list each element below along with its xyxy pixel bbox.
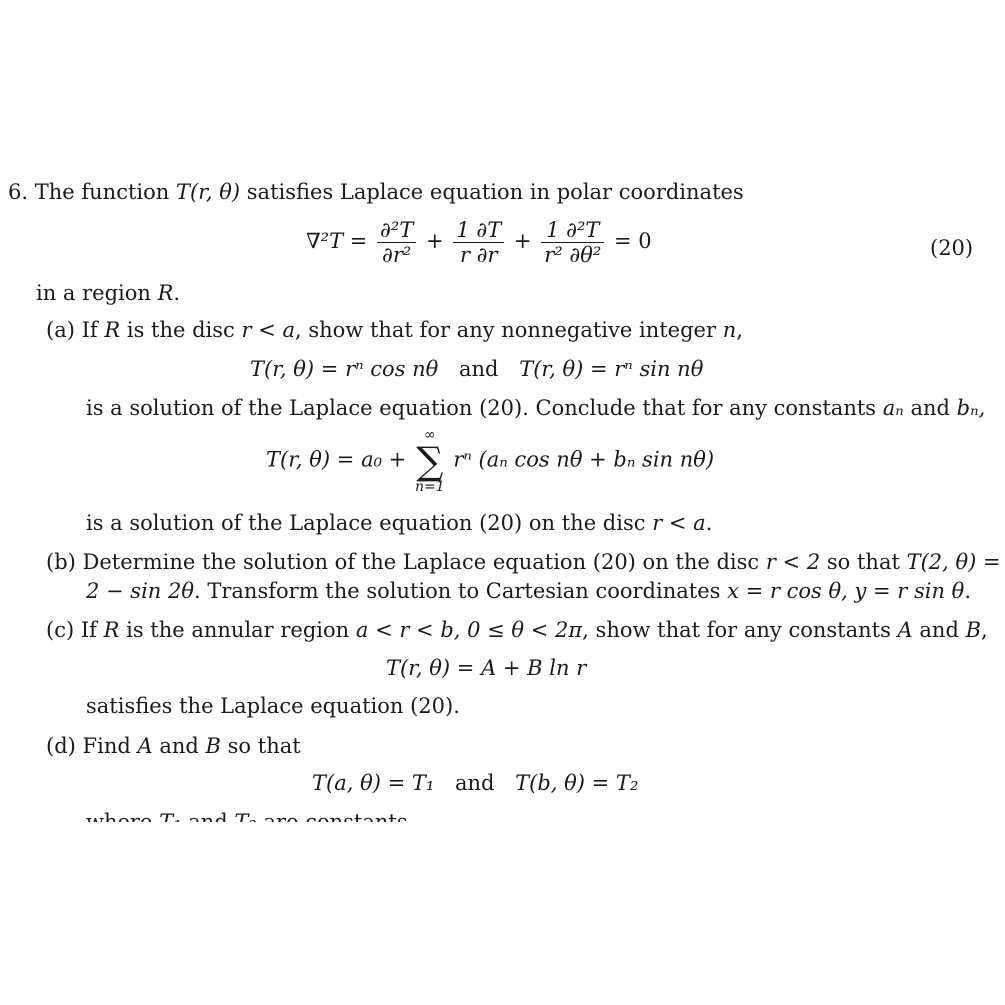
part-b-label: (b) (46, 550, 76, 574)
part-a-statement: (a) If R is the disc r < a, show that for any nonnegative integer n, (46, 318, 743, 342)
part-a-closing: is a solution of the Laplace equation (20) on the disc r < a. (86, 511, 713, 535)
part-a-series: T(r, θ) = a₀ + ∞ ∑ n=1 rⁿ (aₙ cos nθ + bₙ sin nθ) (266, 427, 715, 495)
part-c-equation: T(r, θ) = A + B ln r (386, 656, 587, 680)
math-T-r-theta: T(r, θ) (175, 180, 241, 204)
problem-number: 6. (8, 180, 29, 204)
fraction-1-r2-d2T-dtheta2: $\frac{\text{1 ∂²T}}{\text{r² ∂θ²}}$ (541, 218, 604, 267)
part-a-label: (a) (46, 318, 75, 342)
fraction-d2T-dr2: $\frac{\text{∂²T}}{\text{∂r²}}$ (377, 218, 416, 267)
equation-label: (20) (930, 236, 974, 260)
part-a-solutions: T(r, θ) = rⁿ cos nθ and T(r, θ) = rⁿ sin nθ (250, 357, 704, 381)
part-a-conclusion: is a solution of the Laplace equation (20). Conclude that for any constants aₙ and bₙ, (86, 396, 986, 420)
region-line: in a region R. (36, 281, 181, 305)
part-c-statement: (c) If R is the annular region a < r < b, 0 ≤ θ < 2π, show that for any constants A and B, (46, 618, 988, 642)
page-crop-edge (0, 822, 1005, 1005)
part-d-boundary-conditions: T(a, θ) = T₁ and T(b, θ) = T₂ (312, 771, 639, 795)
part-c-label: (c) (46, 618, 75, 642)
summation-symbol: ∞ ∑ n=1 (414, 427, 445, 495)
part-d-label: (d) (46, 734, 76, 758)
laplace-equation: ∇²T = $\frac{\text{∂²T}}{\text{∂r²}}$ + $\frac{1 \partial T}{r \partial r}$ + $\frac{\text{1 ∂²T}}{\text{r² ∂θ²}}$ = 0 (306, 218, 652, 268)
part-c-closing: satisfies the Laplace equation (20). (86, 694, 460, 718)
part-b-line2: 2 − sin 2θ. Transform the solution to Cartesian coordinates x = r cos θ, y = r sin θ. (86, 579, 971, 603)
part-b-line1: (b) Determine the solution of the Laplace equation (20) on the disc r < 2 so that T(2, θ) = (46, 550, 1001, 574)
fraction-1-r-dT-dr: $\frac{1 \partial T}{r \partial r}$ (453, 218, 504, 267)
part-d-statement: (d) Find A and B so that (46, 734, 301, 758)
problem-heading: 6. The function T(r, θ) satisfies Laplace equation in polar coordinates (8, 180, 744, 204)
